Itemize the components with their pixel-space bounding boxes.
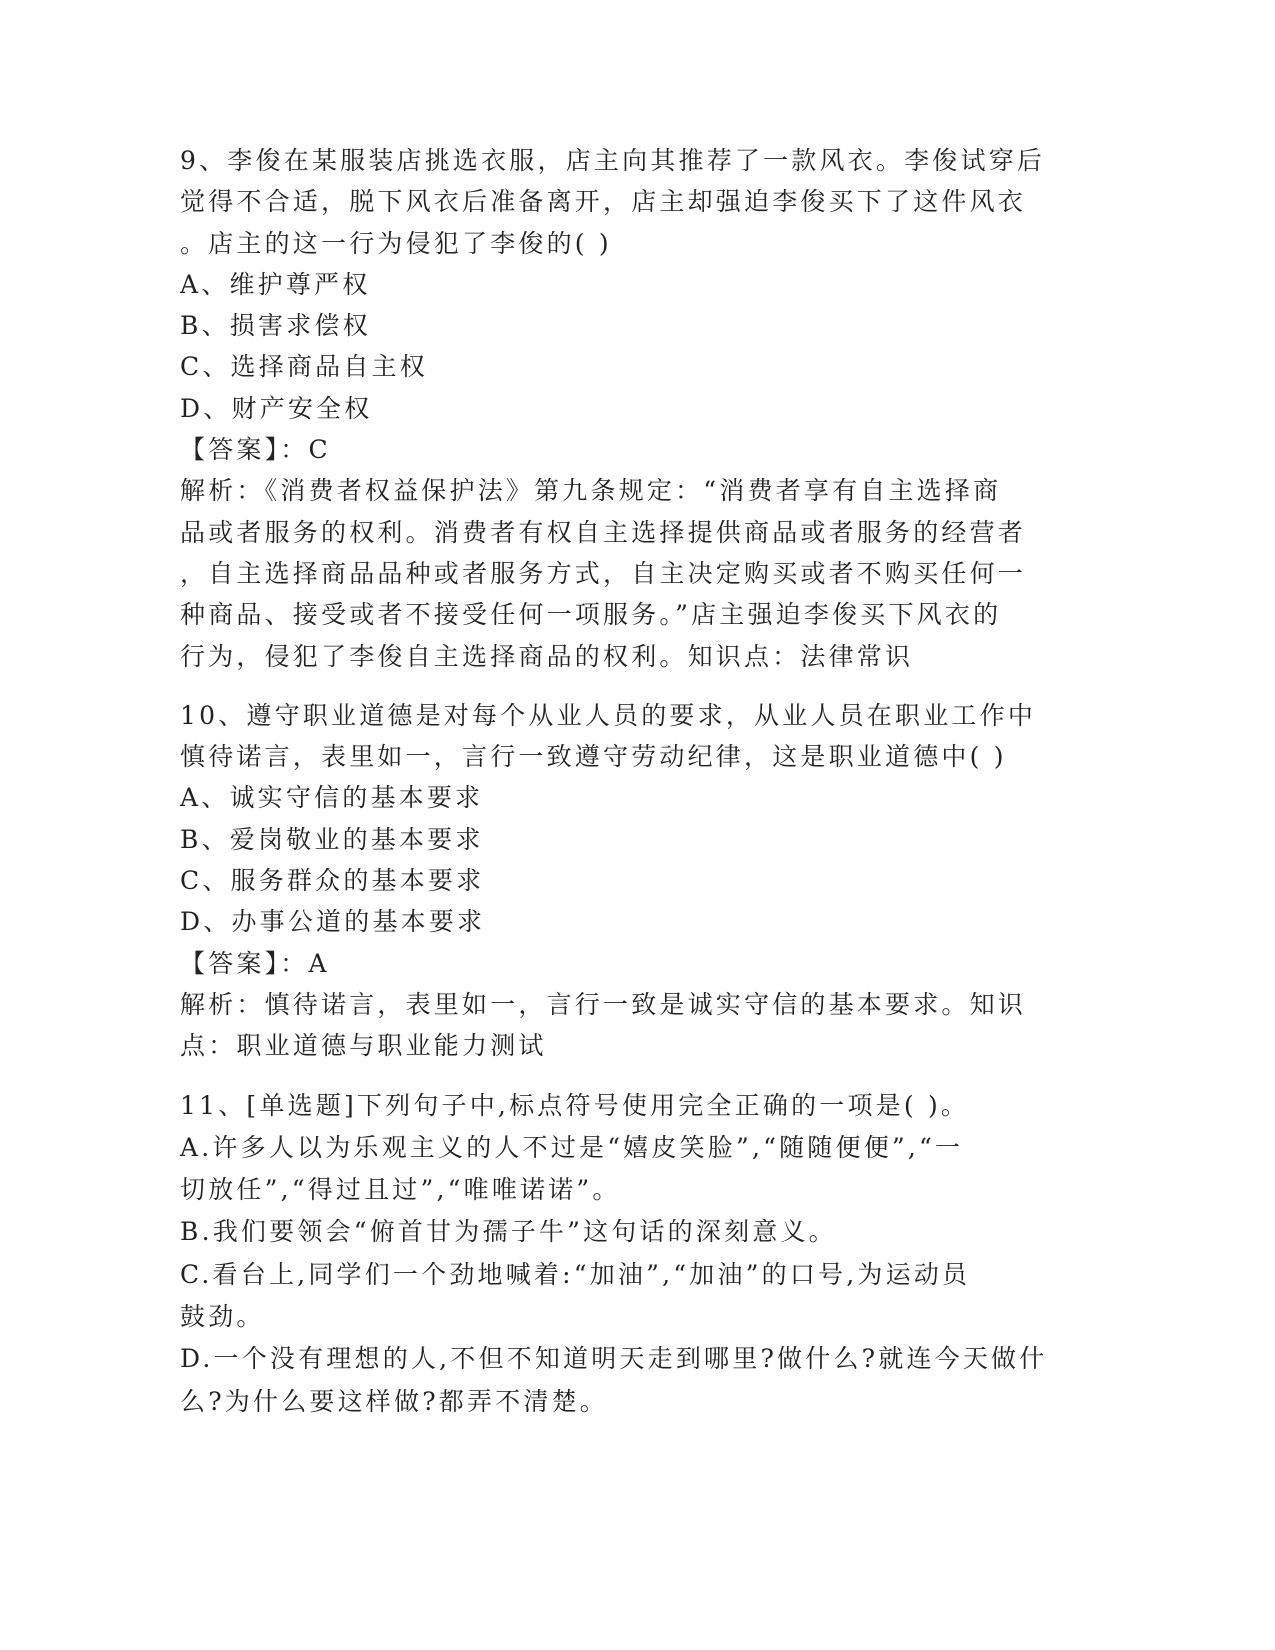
- option-b: B.我们要领会“俯首甘为孺子牛”这句话的深刻意义。: [180, 1217, 837, 1247]
- document-page: [180, 140, 1060, 1423]
- question-stem-line: 。店主的这一行为侵犯了李俊的( ): [180, 228, 612, 258]
- analysis-line: 行为，侵犯了李俊自主选择商品的权利。知识点：法律常识: [180, 641, 914, 671]
- question-stem-line: 11、[单选题]下列句子中,标点符号使用完全正确的一项是( )。: [180, 1090, 970, 1120]
- option-a: A、诚实守信的基本要求: [180, 783, 484, 813]
- option-d: D、办事公道的基本要求: [180, 907, 486, 937]
- question-spacer: [180, 677, 1060, 695]
- analysis-line: 种商品、接受或者不接受任何一项服务。”店主强迫李俊买下风衣的: [180, 600, 1002, 630]
- analysis-line: 点：职业道德与职业能力测试: [180, 1031, 547, 1061]
- analysis-line: 解析：《消费者权益保护法》第九条规定：“消费者享有自主选择商: [180, 476, 1002, 506]
- option-d: D、财产安全权: [180, 393, 373, 423]
- answer-line: 【答案】：A: [180, 948, 330, 978]
- analysis-line: ，自主选择商品品种或者服务方式，自主决定购买或者不购买任何一: [180, 558, 1027, 588]
- option-b: B、损害求偿权: [180, 311, 371, 341]
- answer-line: 【答案】：C: [180, 435, 331, 465]
- question-stem-line: 10、遵守职业道德是对每个从业人员的要求，从业人员在职业工作中: [180, 700, 1037, 730]
- option-a: A.许多人以为乐观主义的人不过是“嬉皮笑脸”,“随随便便”,“一: [180, 1132, 964, 1162]
- analysis-line: 解析：慎待诺言，表里如一，言行一致是诚实守信的基本要求。知识: [180, 989, 1027, 1019]
- question-spacer: [180, 1067, 1060, 1085]
- question-stem-line: 觉得不合适，脱下风衣后准备离开，店主却强迫李俊买下了这件风衣: [180, 187, 1027, 217]
- option-a-continued: 切放任”,“得过且过”,“唯唯诺诺”。: [180, 1175, 621, 1205]
- question-11: [180, 1085, 1060, 1423]
- option-a: A、维护尊严权: [180, 269, 371, 299]
- analysis-line: 品或者服务的权利。消费者有权自主选择提供商品或者服务的经营者: [180, 517, 1027, 547]
- option-c-continued: 鼓劲。: [180, 1302, 265, 1332]
- question-stem-line: 慎待诺言，表里如一，言行一致遵守劳动纪律，这是职业道德中( ): [180, 742, 1007, 772]
- option-c: C、选择商品自主权: [180, 352, 428, 382]
- option-b: B、爱岗敬业的基本要求: [180, 824, 484, 854]
- option-c: C.看台上,同学们一个劲地喊着:“加油”,“加油”的口号,为运动员: [180, 1259, 971, 1289]
- question-10: [180, 695, 1060, 1067]
- question-9: [180, 140, 1060, 677]
- question-stem-line: 9、李俊在某服装店挑选衣服，店主向其推荐了一款风衣。李俊试穿后: [180, 146, 1046, 175]
- option-c: C、服务群众的基本要求: [180, 866, 485, 896]
- option-d-continued: 么?为什么要这样做?都弄不清楚。: [180, 1386, 609, 1416]
- option-d: D.一个没有理想的人,不但不知道明天走到哪里?做什么?就连今天做什: [180, 1344, 1048, 1374]
